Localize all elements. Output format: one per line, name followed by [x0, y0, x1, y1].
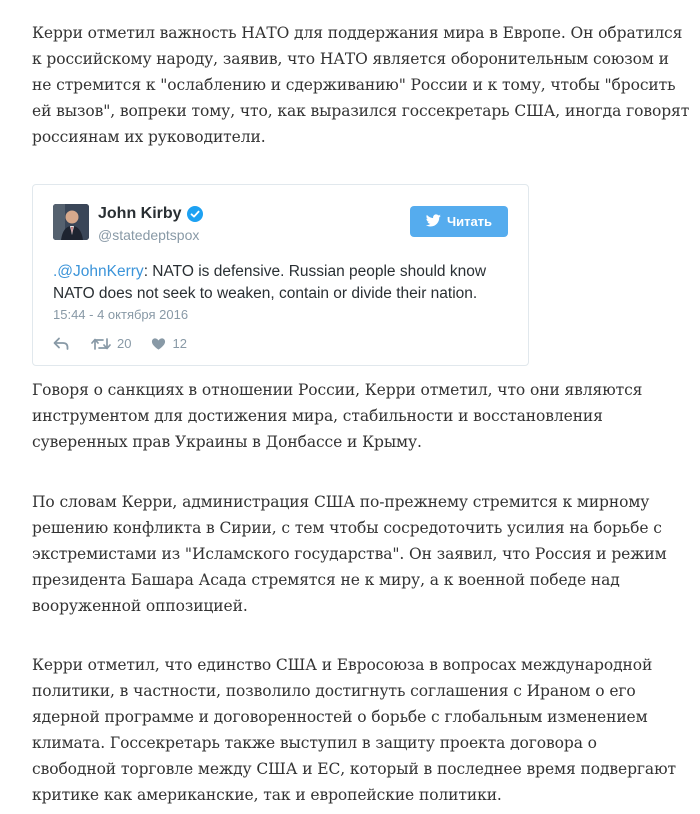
reply-icon: [53, 337, 69, 351]
verified-badge-icon: [187, 206, 203, 222]
tweet-author-handle[interactable]: @statedeptspox: [98, 227, 200, 243]
tweet-author-name[interactable]: [98, 205, 203, 223]
retweet-button[interactable]: [91, 336, 131, 351]
avatar-portrait-icon: [53, 204, 89, 240]
tweet-timestamp[interactable]: 15:44 - 4 октября 2016: [53, 307, 189, 322]
tweet-actions: [53, 336, 187, 351]
embedded-tweet[interactable]: [32, 184, 529, 366]
author-name-text: John Kirby: [98, 205, 182, 222]
avatar[interactable]: [53, 204, 89, 240]
twitter-bird-icon: [426, 214, 441, 230]
tweet-text: [53, 261, 513, 305]
article-paragraph-1: Керри отметил важность НАТО для поддержания мира в Европе. Он обратился к российскому народу, заявив, что НАТО является оборонительным союзом и не стремится к "ослаблению и сдерживанию" России и к тому, чтобы "бросить ей вызов", вопреки тому, что, как выразился госсекретарь США, иногда говорят россиянам их руководители.: [32, 24, 690, 146]
retweet-count: 20: [117, 336, 132, 351]
retweet-icon: [91, 337, 111, 351]
mention-link[interactable]: .@JohnKerry: [53, 263, 144, 280]
tweet-text-body: : NATO is defensive. Russian people should know NATO does not seek to weaken, contain or divide their nation.: [53, 263, 487, 302]
like-count: 12: [172, 336, 187, 351]
article-paragraph-4: Керри отметил, что единство США и Евросоюза в вопросах международной политики, в частности, позволило достигнуть соглашения с Ираном о его ядерной программе и договоренностей о борьбе с глобальным изменением климата. Госсекретарь также выступил в защиту проекта договора о свободной торговле между США и ЕС, который в последнее время подвергают критике как американские, так и европейские политики.: [32, 656, 676, 804]
like-button[interactable]: [151, 336, 186, 351]
follow-button-label: Читать: [446, 214, 493, 229]
reply-button[interactable]: [53, 337, 69, 351]
article-paragraph-3: По словам Керри, администрация США по-прежнему стремится к мирному решению конфликта в Сирии, с тем чтобы сосредоточить усилия на борьбе с экстремистами из "Исламского государства". Он заявил, что Россия и режим президента Башара Асада стремятся не к миру, а к военной победе над вооруженной оппозицией.: [32, 493, 667, 615]
heart-icon: [151, 337, 166, 351]
article-paragraph-2: Говоря о санкциях в отношении России, Керри отметил, что они являются инструментом для достижения мира, стабильности и восстановления суверенных прав Украины в Донбассе и Крыму.: [32, 381, 643, 451]
follow-button[interactable]: [410, 206, 508, 237]
